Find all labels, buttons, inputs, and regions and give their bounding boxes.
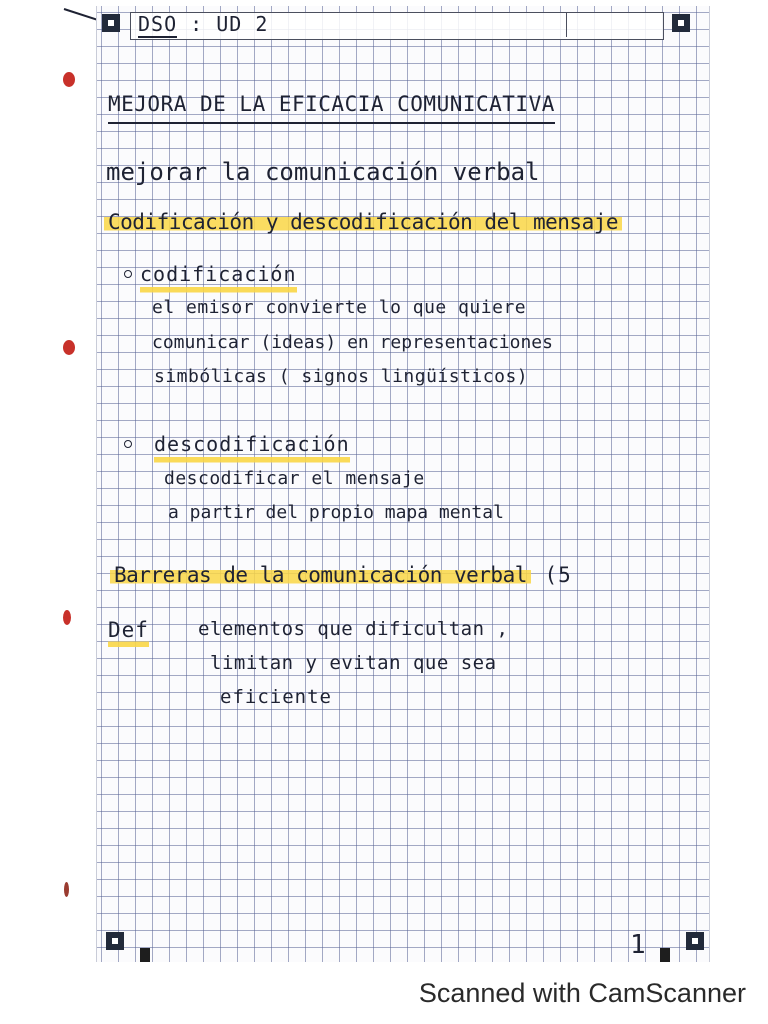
- binder-hole: [63, 72, 75, 87]
- definition-line: descodificar el mensaje: [164, 468, 425, 489]
- corner-marker-icon: [672, 14, 690, 32]
- bullet-icon: [124, 270, 132, 278]
- definition-line: limitan y evitan que sea: [210, 652, 497, 674]
- definition-line: elementos que dificultan ,: [198, 618, 509, 640]
- section-heading-barreras-row: [110, 563, 572, 587]
- term-codificacion: codificación: [140, 262, 297, 294]
- definition-line: a partir del propio mapa mental: [168, 502, 504, 523]
- page-tab-mark: [140, 948, 150, 962]
- header-separator: :: [190, 12, 204, 36]
- header-subject: DSO: [138, 12, 178, 36]
- corner-marker-icon: [106, 932, 124, 950]
- page-subtitle: mejorar la comunicación verbal: [106, 158, 540, 186]
- section-heading-codificacion: Codificación y descodificación del mensaje: [104, 210, 622, 234]
- definition-line: eficiente: [220, 686, 332, 708]
- binder-hole: [63, 340, 75, 355]
- section-heading-barreras: Barreras de la comunicación verbal: [110, 563, 531, 587]
- header-date-box: [566, 13, 663, 37]
- page-tab-mark: [660, 948, 670, 962]
- corner-marker-icon: [102, 14, 120, 32]
- definition-label: Def: [108, 618, 149, 648]
- definition-line: el emisor convierte lo que quiere: [152, 297, 527, 318]
- definition-line: simbólicas ( signos lingüísticos): [154, 366, 529, 387]
- header-unit: UD 2: [216, 12, 269, 36]
- bullet-icon: [124, 440, 132, 448]
- binder-hole: [63, 610, 71, 625]
- binder-hole: [64, 882, 69, 897]
- scanner-watermark: Scanned with CamScanner: [418, 978, 746, 1008]
- definition-line: comunicar (ideas) en representaciones: [152, 332, 553, 353]
- page-title: MEJORA DE LA EFICACIA COMUNICATIVA: [108, 92, 555, 124]
- section-heading-suffix: (5: [544, 563, 572, 587]
- term-descodificacion: descodificación: [154, 432, 350, 464]
- corner-marker-icon: [686, 932, 704, 950]
- header-label: [138, 12, 268, 36]
- page-number: 1: [630, 930, 646, 960]
